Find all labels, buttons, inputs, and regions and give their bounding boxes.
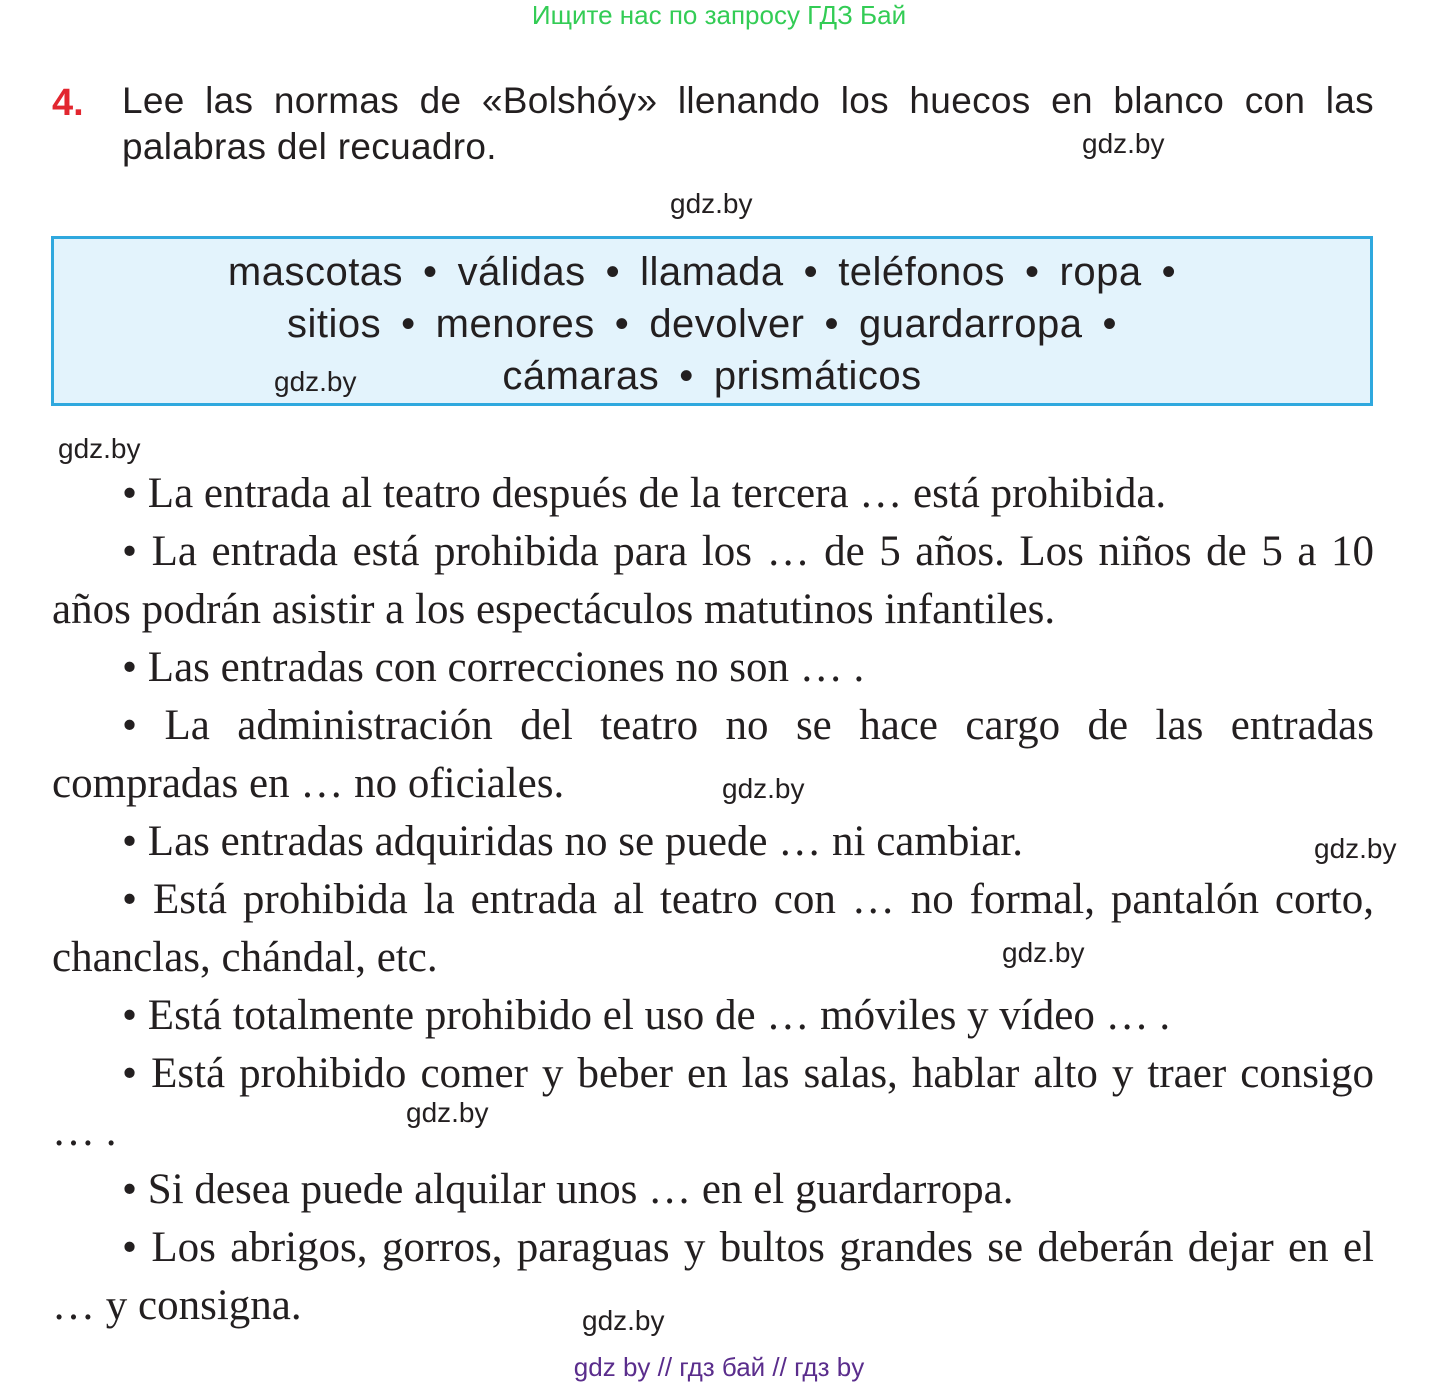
watermark: gdz.by [1082,128,1165,159]
watermark: gdz.by [1314,833,1397,864]
footer-watermark: gdz by // гдз бай // гдз by [573,1352,865,1382]
word-separator: • [1161,250,1177,294]
watermark: gdz.by [722,773,805,804]
watermark: gdz.by [670,188,753,219]
rule-item: • Está prohibido comer y beber en las salas, hablar alto y traer consigo … . [52,1050,1374,1155]
word-separator: • [605,250,621,294]
word: guardarropa [859,302,1083,346]
rule-item: • Los abrigos, gorros, paraguas y bultos grandes se deberán dejar en el … y consigna. [52,1224,1374,1329]
word-box-line-1 [54,247,1370,297]
rule-item: • Las entradas adquiridas no se puede … ni cambiar. [122,818,1024,865]
rule-item: • Está prohibida la entrada al teatro con … no formal, pantalón corto, chanclas, chándal, etc. [52,876,1374,981]
word-separator: • [423,250,438,294]
word-box-line-2 [54,299,1370,349]
word-box-line-3 [54,351,1370,401]
rule-item: • Si desea puede alquilar unos … en el guardarropa. [122,1166,1014,1213]
word: mascotas [227,250,404,294]
word: llamada [640,250,784,294]
word-separator: • [679,354,694,398]
word-separator: • [614,302,630,346]
rule-item: • La administración del teatro no se hace cargo de las entradas compradas en … no oficiales. [52,702,1374,807]
rules-list [52,465,1374,1335]
watermark: gdz.by [1002,937,1085,968]
word: cámaras [502,354,660,398]
word-separator: • [1102,302,1117,346]
word: sitios [287,302,382,346]
rule-item: • Las entradas con correcciones no son … . [122,644,865,691]
rule-item: • La entrada está prohibida para los … de 5 años. Los niños de 5 a 10 años podrán asistir a los espectáculos matutinos infantiles. [52,528,1374,633]
word: prismáticos [713,354,922,398]
word-separator: • [1025,250,1040,294]
word: menores [435,302,595,346]
rule-item: • Está totalmente prohibido el uso de … móviles y vídeo … . [122,992,1171,1039]
word-separator: • [401,302,416,346]
word: ropa [1059,250,1142,294]
word-box [51,236,1373,406]
word-separator: • [803,250,819,294]
top-banner: Ищите нас по запросу ГДЗ Бай [531,0,907,30]
watermark: gdz.by [406,1097,489,1128]
rule-item: • La entrada al teatro después de la tercera … está prohibida. [122,470,1167,517]
watermark: gdz.by [274,366,357,397]
task-number: 4. [52,82,84,124]
word-separator: • [824,302,840,346]
word: teléfonos [838,250,1006,294]
task-instruction: Lee las normas de «Bolshóy» llenando los huecos en blanco con las palabras del recuadro. [122,80,1374,167]
word: válidas [457,250,586,294]
watermark: gdz.by [58,433,141,464]
watermark: gdz.by [582,1305,665,1336]
word: devolver [649,302,805,346]
